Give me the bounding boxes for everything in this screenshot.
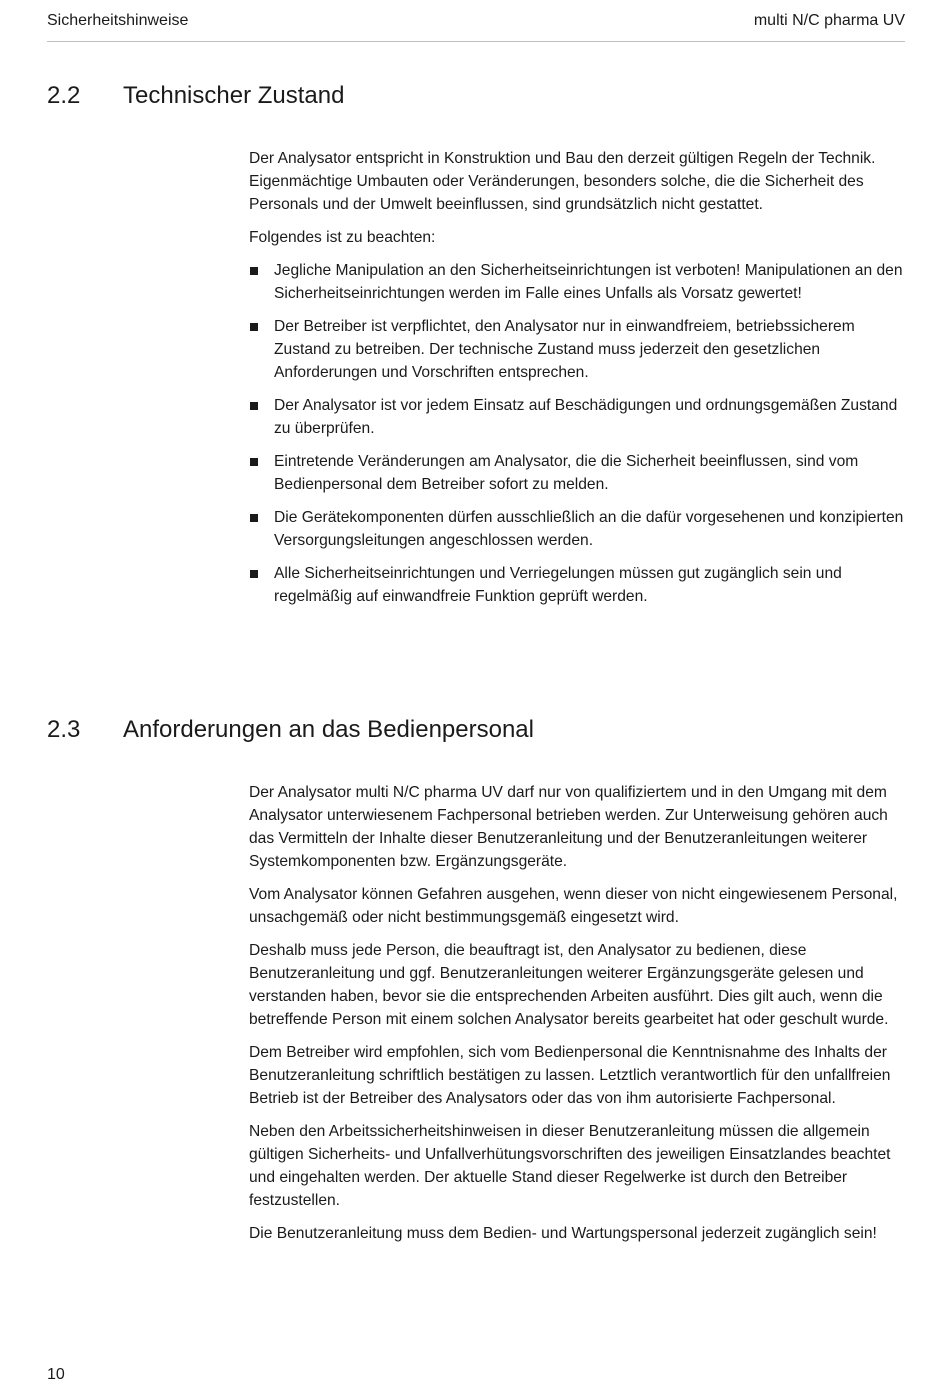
list-item-text: Jegliche Manipulation an den Sicherheitseinrichtungen ist verboten! Manipulationen an den Sicherheitseinrichtungen werden im Falle eines Unfalls als Vorsatz gewertet! bbox=[274, 262, 903, 302]
paragraph: Der Analysator multi N/C pharma UV darf nur von qualifiziertem und in den Umgang mit dem Analysator unterwiesenem Fachpersonal betrieben werden. Zur Unterweisung gehören auch das Vermitteln der Inhalte dieser Benutzeranleitung und der Benutzeranleitungen weiterer Systemkomponenten bzw. Ergänzungsgeräte. bbox=[249, 784, 888, 870]
paragraph: Deshalb muss jede Person, die beauftragt ist, den Analysator zu bedienen, diese Benutzeranleitung und ggf. Benutzeranleitungen weiterer Ergänzungsgeräte gelesen und verstanden haben, bevor sie die entsprechenden Arbeiten ausführt. Dies gilt auch, wenn die betreffende Person mit einem solchen Analysator bereits gearbeitet hat oder geschult wurde. bbox=[249, 942, 889, 1028]
list-item-text: Der Analysator ist vor jedem Einsatz auf Beschädigungen und ordnungsgemäßen Zustand zu überprüfen. bbox=[274, 397, 898, 437]
page-header bbox=[47, 10, 905, 42]
list-item bbox=[249, 394, 905, 440]
paragraph: Vom Analysator können Gefahren ausgehen, wenn dieser von nicht eingewiesenem Personal, unsachgemäß oder nicht bestimmungsgemäß eingesetzt wird. bbox=[249, 886, 898, 926]
list-item bbox=[249, 562, 905, 608]
header-chapter-title: Sicherheitshinweise bbox=[47, 12, 189, 29]
section-2-3-body bbox=[249, 781, 905, 1255]
section-number: 2.3 bbox=[47, 716, 81, 743]
list-item bbox=[249, 259, 905, 305]
paragraph: Die Benutzeranleitung muss dem Bedien- und Wartungspersonal jederzeit zugänglich sein! bbox=[249, 1225, 877, 1242]
paragraph: Der Analysator entspricht in Konstruktion und Bau den derzeit gültigen Regeln der Technik. Eigenmächtige Umbauten oder Veränderungen, besonders solche, die die Sicherheit des Personals und der Umwelt beeinflussen, sind grundsätzlich nicht gestattet. bbox=[249, 150, 876, 213]
square-bullet-icon bbox=[250, 267, 258, 275]
list-item-text: Der Betreiber ist verpflichtet, den Analysator nur in einwandfreiem, betriebssicherem Zustand zu betreiben. Der technische Zustand muss jederzeit den gesetzlichen Anforderungen und Vorschriften entsprechen. bbox=[274, 318, 855, 381]
square-bullet-icon bbox=[250, 323, 258, 331]
section-heading-2-3 bbox=[47, 716, 534, 744]
square-bullet-icon bbox=[250, 570, 258, 578]
section-title: Technischer Zustand bbox=[123, 82, 345, 109]
square-bullet-icon bbox=[250, 458, 258, 466]
paragraph: Folgendes ist zu beachten: bbox=[249, 229, 436, 246]
list-item-text: Alle Sicherheitseinrichtungen und Verriegelungen müssen gut zugänglich sein und regelmäßig auf einwandfreie Funktion geprüft werden. bbox=[274, 565, 842, 605]
section-title: Anforderungen an das Bedienpersonal bbox=[123, 716, 534, 743]
list-item bbox=[249, 450, 905, 496]
bullet-list bbox=[249, 259, 905, 608]
page-number: 10 bbox=[47, 1366, 65, 1383]
square-bullet-icon bbox=[250, 514, 258, 522]
list-item-text: Eintretende Veränderungen am Analysator, die die Sicherheit beeinflussen, sind vom Bedienpersonal dem Betreiber sofort zu melden. bbox=[274, 453, 859, 493]
section-number: 2.2 bbox=[47, 82, 81, 109]
list-item bbox=[249, 315, 905, 384]
section-2-2-body bbox=[249, 147, 905, 618]
square-bullet-icon bbox=[250, 402, 258, 410]
list-item bbox=[249, 506, 905, 552]
paragraph: Neben den Arbeitssicherheitshinweisen in dieser Benutzeranleitung müssen die allgemein gültigen Sicherheits- und Unfallverhütungsvorschriften des jeweiligen Einsatzlandes beachtet und eingehalten werden. Der aktuelle Stand dieser Regelwerke ist durch den Betreiber festzustellen. bbox=[249, 1123, 891, 1209]
header-product-name: multi N/C pharma UV bbox=[753, 12, 905, 29]
list-item-text: Die Gerätekomponenten dürfen ausschließlich an die dafür vorgesehenen und konzipierten Versorgungsleitungen angeschlossen werden. bbox=[274, 509, 904, 549]
paragraph: Dem Betreiber wird empfohlen, sich vom Bedienpersonal die Kenntnisnahme des Inhalts der Benutzeranleitung schriftlich bestätigen zu lassen. Letztlich verantwortlich für den unfallfreien Betrieb ist der Betreiber des Analysators oder das von ihm autorisierte Fachpersonal. bbox=[249, 1044, 891, 1107]
section-heading-2-2 bbox=[47, 82, 344, 110]
